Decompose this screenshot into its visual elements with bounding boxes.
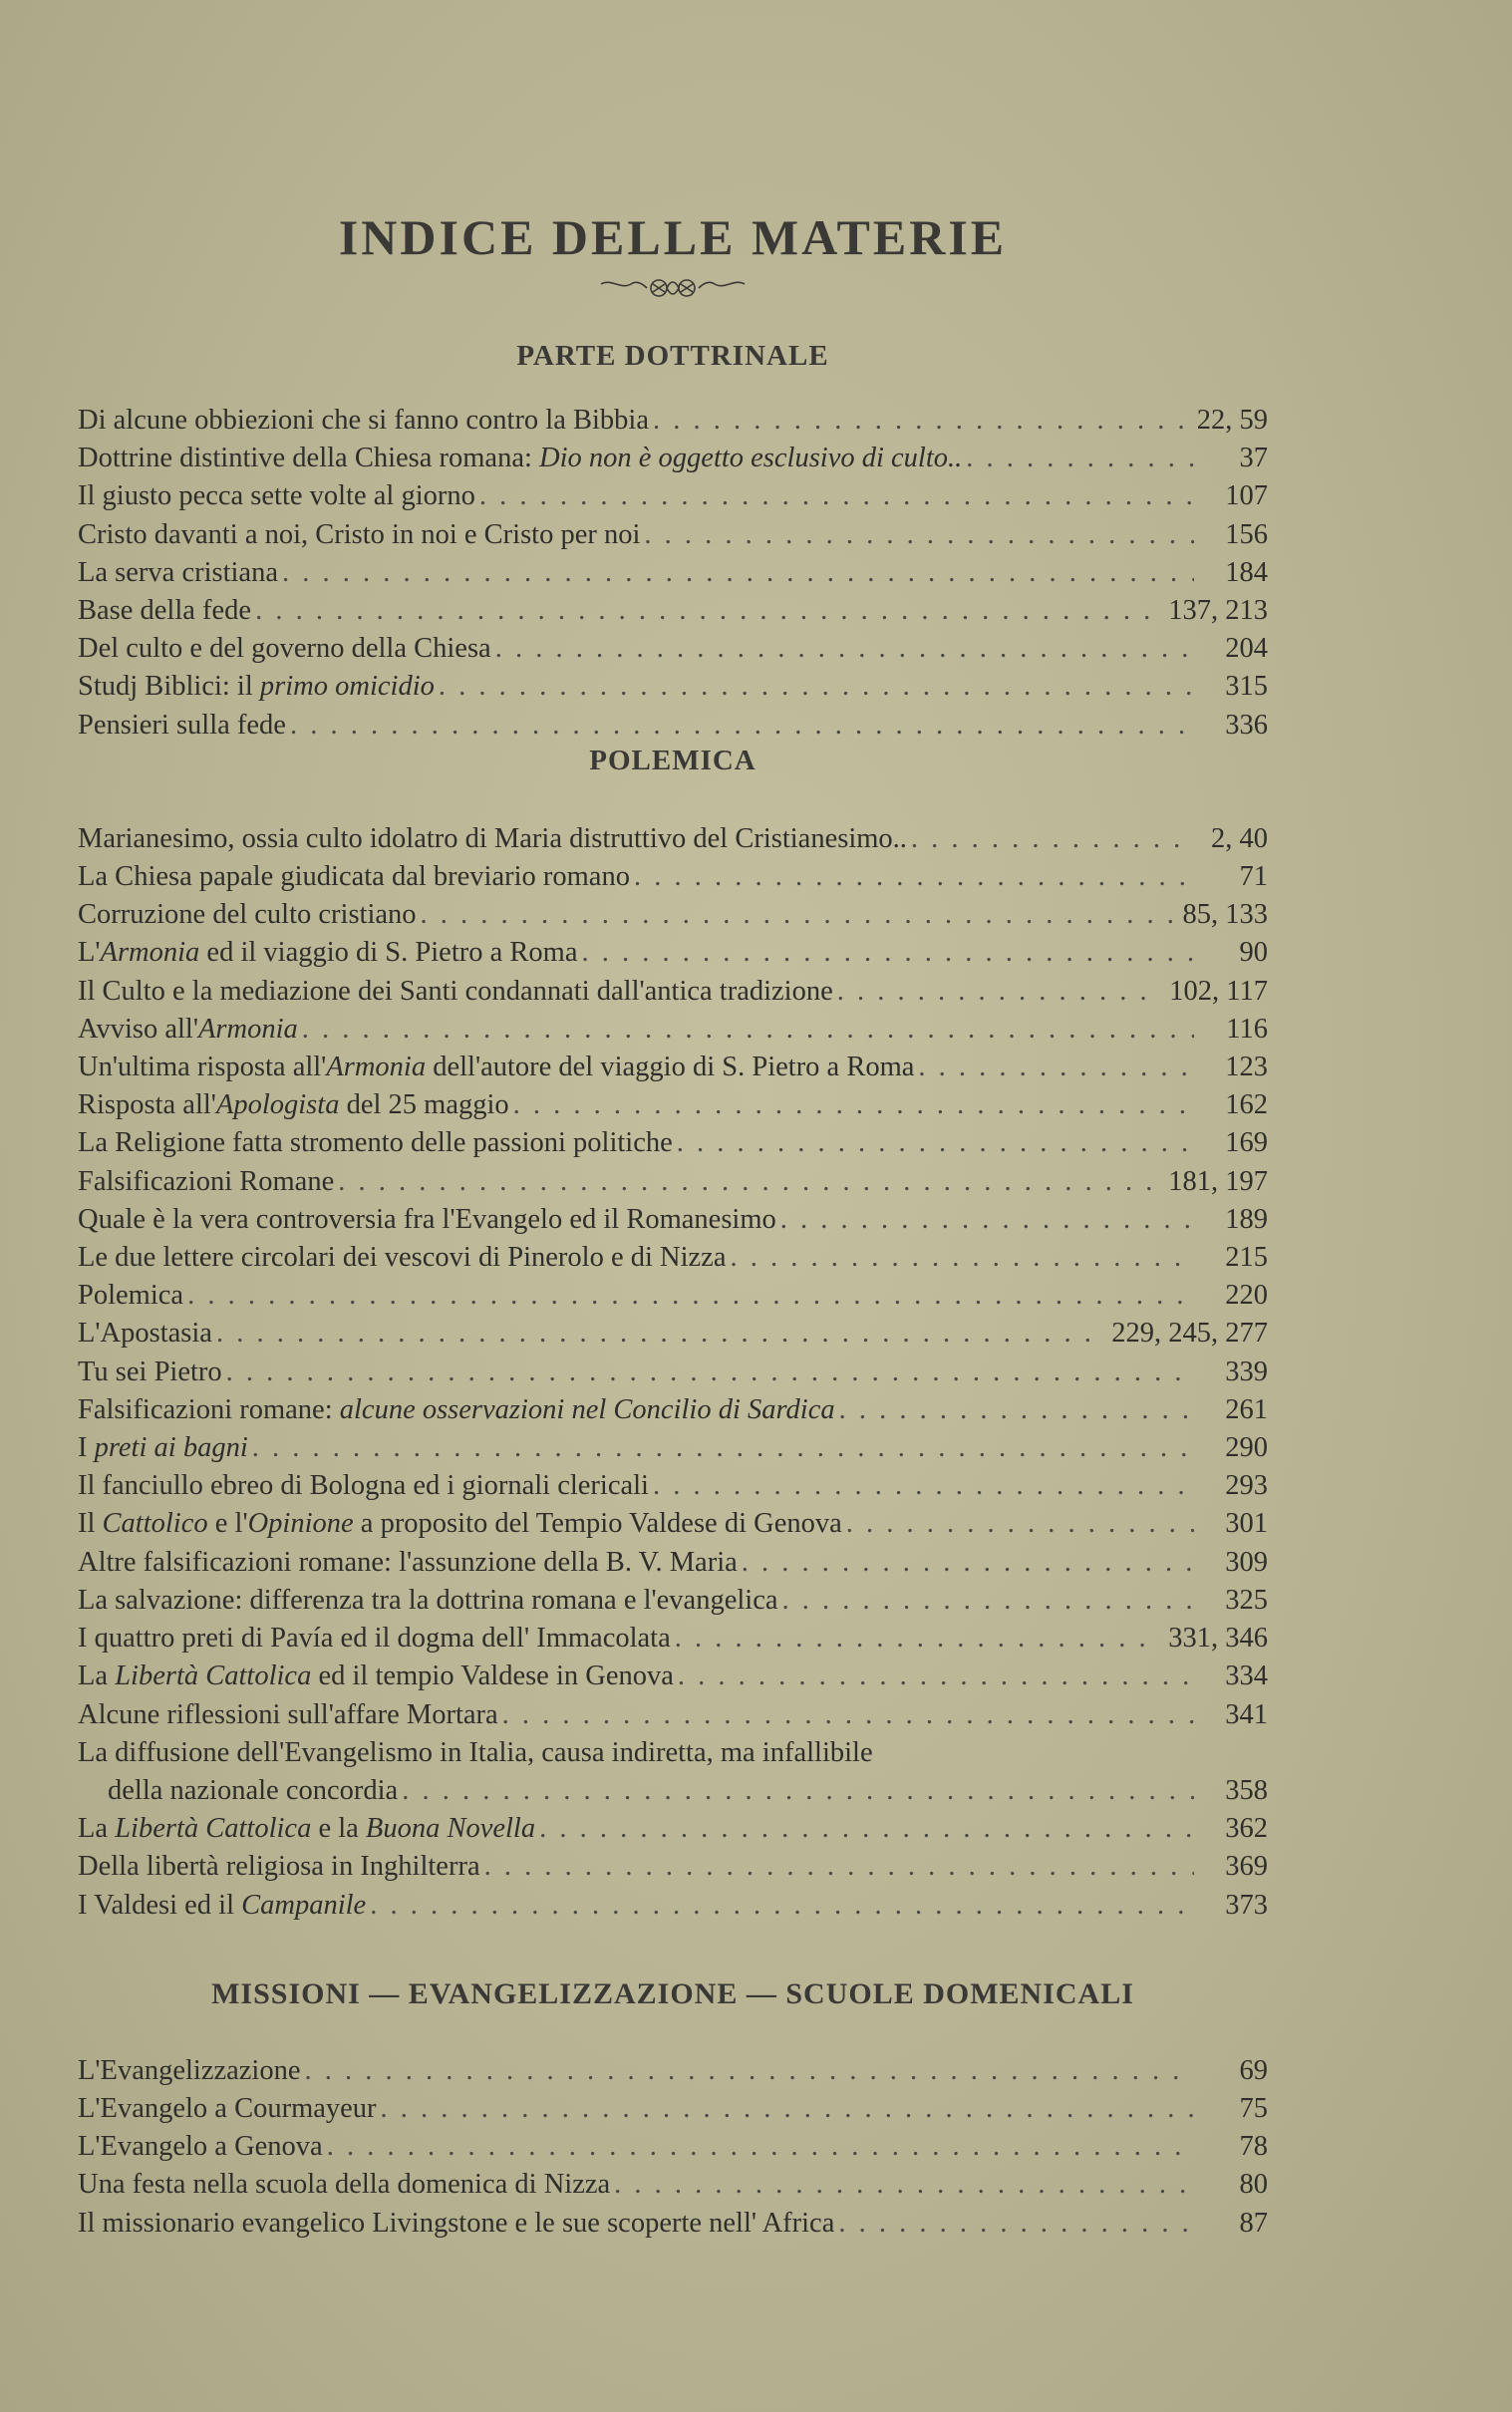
page-number: 315 [1225, 671, 1268, 703]
entry-title [78, 1582, 778, 1620]
dot-leader [251, 592, 1158, 630]
index-entry [78, 1391, 1268, 1429]
entry-title [78, 934, 577, 972]
dot-leader [366, 1887, 1194, 1925]
page-number: 71 [1239, 861, 1268, 893]
dot-leader [577, 934, 1194, 972]
page-number: 102, 117 [1169, 975, 1268, 1007]
dot-leader [298, 1011, 1194, 1049]
entry-title [78, 820, 907, 858]
dot-leader [435, 668, 1194, 706]
dot-leader [248, 1429, 1194, 1467]
entry-title-part: Falsificazioni romane: [78, 1393, 340, 1425]
dot-leader [907, 820, 1194, 858]
index-entry [78, 1620, 1268, 1658]
index-entry [78, 1772, 1268, 1810]
page-number: 293 [1225, 1470, 1268, 1502]
dot-leader [674, 1658, 1194, 1695]
entry-title-part: L'Evangelizzazione [78, 2054, 301, 2086]
dot-leader [212, 1315, 1101, 1353]
dot-leader [183, 1277, 1194, 1315]
page-number: 215 [1225, 1242, 1268, 1274]
page-number: 301 [1225, 1508, 1268, 1540]
index-entry [78, 2052, 1268, 2090]
entry-title-part: del 25 maggio [339, 1089, 509, 1121]
entry-title-part: Pensieri sulla fede [78, 709, 286, 741]
page-number: 78 [1239, 2131, 1268, 2163]
index-entry [78, 1658, 1268, 1695]
index-entry [78, 1354, 1268, 1391]
dot-leader [776, 1201, 1194, 1239]
entry-title [78, 1315, 212, 1353]
page-number: 37 [1239, 443, 1268, 474]
page-number: 331, 346 [1168, 1623, 1268, 1655]
entry-title-part: Il Culto e la mediazione dei Santi condannati dall'antica tradizione [78, 975, 833, 1007]
entry-title-italic: Armonia [197, 1013, 298, 1045]
entry-title-part: Del culto e del governo della Chiesa [78, 633, 491, 665]
dot-leader [222, 1354, 1194, 1391]
index-sections [78, 336, 1268, 2243]
entry-title-part: La [78, 1813, 116, 1845]
entry-title-part: dell'autore del viaggio di S. Pietro a Roma [426, 1052, 915, 1083]
dot-leader [417, 896, 1173, 934]
entry-title [78, 1734, 873, 1772]
index-entry [78, 1734, 1268, 1772]
entry-title [78, 1086, 509, 1124]
page-number: 334 [1225, 1660, 1268, 1692]
dot-leader [334, 1163, 1158, 1201]
dot-leader [778, 1582, 1195, 1620]
index-entry [78, 1049, 1268, 1086]
entry-title [78, 858, 630, 896]
page-number: 325 [1225, 1584, 1268, 1616]
index-entry [78, 1544, 1268, 1582]
dot-leader [842, 1505, 1194, 1543]
entry-title-italic: primo omicidio [259, 671, 435, 703]
index-entry [78, 973, 1268, 1011]
page-number: 75 [1239, 2092, 1268, 2124]
index-entry [78, 1467, 1268, 1505]
entry-title-part: Alcune riflessioni sull'affare Mortara [78, 1698, 498, 1730]
dot-leader [649, 402, 1187, 440]
entry-title-part: Marianesimo, ossia culto idolatro di Maria distruttivo del Cristianesimo.. [78, 822, 907, 854]
index-entry [78, 1810, 1268, 1848]
page-number: 69 [1239, 2054, 1268, 2086]
entry-title-part: Le due lettere circolari dei vescovi di Pinerolo e di Nizza [78, 1242, 727, 1274]
entry-title [78, 2205, 834, 2243]
section-heading: POLEMICA [589, 744, 756, 776]
entry-title [78, 2128, 323, 2166]
index-entry [78, 707, 1268, 745]
entry-title-part: L'Evangelo a Courmayeur [78, 2092, 377, 2124]
index-entry [78, 402, 1268, 440]
entry-title-part: Risposta all' [78, 1089, 216, 1121]
entry-list [78, 2052, 1268, 2243]
page-number: 189 [1225, 1203, 1268, 1235]
dot-leader [914, 1049, 1194, 1086]
entry-title [78, 1277, 183, 1315]
page-title: INDICE DELLE MATERIE [338, 209, 1008, 265]
page-number: 358 [1225, 1774, 1268, 1806]
entry-title [78, 1887, 366, 1925]
dot-leader [535, 1810, 1194, 1848]
entry-title-part: I [78, 1432, 95, 1464]
index-entry [78, 1696, 1268, 1734]
entry-title [78, 592, 251, 630]
entry-title [78, 973, 833, 1011]
entry-title [108, 1772, 398, 1810]
index-entry [78, 1011, 1268, 1049]
index-entry [78, 934, 1268, 972]
page-number: 309 [1225, 1546, 1268, 1578]
entry-list [78, 820, 1268, 1925]
entry-title-italic: preti ai bagni [94, 1432, 248, 1464]
index-entry [78, 858, 1268, 896]
entry-title-part: L' [78, 937, 101, 969]
page-number: 169 [1225, 1127, 1268, 1159]
entry-title [78, 1505, 842, 1543]
entry-title-italic: Libertà Cattolica [115, 1660, 312, 1692]
index-entry [78, 1201, 1268, 1239]
entry-title-part: Il missionario evangelico Livingstone e le sue scoperte nell' Africa [78, 2207, 835, 2239]
dot-leader [480, 1848, 1194, 1886]
index-entry [78, 2166, 1268, 2204]
dot-leader [649, 1467, 1194, 1505]
entry-title [78, 1696, 498, 1734]
index-page [78, 204, 1268, 2243]
entry-title [78, 2090, 377, 2128]
dot-leader [475, 477, 1194, 515]
entry-title-part: Altre falsificazioni romane: l'assunzione della B. V. Maria [78, 1546, 738, 1578]
entry-title-part: Il giusto pecca sette volte al giorno [78, 480, 475, 512]
page-number: 373 [1225, 1889, 1268, 1921]
dot-leader [630, 858, 1194, 896]
entry-title-part: Studj Biblici: il [78, 671, 260, 703]
entry-title-part: Il fanciullo ebreo di Bologna ed i giornali clericali [78, 1470, 649, 1502]
page-number: 290 [1225, 1432, 1268, 1464]
page-number: 22, 59 [1196, 405, 1268, 436]
entry-title-part: La serva cristiana [78, 556, 278, 588]
entry-title [78, 1467, 649, 1505]
page-number: 90 [1239, 937, 1268, 969]
entry-title-part: Dottrine distintive della Chiesa romana: [78, 443, 540, 474]
entry-title-part: Un'ultima risposta all' [78, 1052, 327, 1083]
entry-title-italic: Armonia [100, 937, 200, 969]
entry-title [78, 1848, 480, 1886]
entry-title-part: L'Evangelo a Genova [78, 2131, 323, 2163]
dot-leader [509, 1086, 1194, 1124]
entry-title [78, 1658, 674, 1695]
index-entry [78, 1848, 1268, 1886]
dot-leader [640, 516, 1194, 554]
page-number: 369 [1225, 1851, 1268, 1883]
index-entry [78, 1163, 1268, 1201]
page-number: 220 [1225, 1280, 1268, 1312]
page-number: 123 [1225, 1052, 1268, 1083]
entry-title [78, 440, 962, 477]
entry-title [78, 1124, 673, 1162]
entry-title [78, 1391, 835, 1429]
dot-leader [377, 2090, 1194, 2128]
entry-title-italic: Cattolico [102, 1508, 208, 1540]
entry-title-part: ed il viaggio di S. Pietro a Roma [199, 937, 578, 969]
page-number: 181, 197 [1168, 1165, 1268, 1197]
index-entry [78, 1887, 1268, 1925]
entry-title-part: La diffusione dell'Evangelismo in Italia, causa indiretta, ma infallibile [78, 1736, 873, 1768]
entry-title-part: a proposito del Tempio Valdese di Genova [353, 1508, 842, 1540]
page-number: 229, 245, 277 [1111, 1318, 1268, 1350]
entry-title [78, 707, 286, 745]
page-number: 80 [1239, 2169, 1268, 2201]
entry-title [78, 896, 417, 934]
page-number: 336 [1225, 709, 1268, 741]
entry-title-part: L'Apostasia [78, 1318, 212, 1350]
dot-leader [833, 973, 1160, 1011]
index-entry [78, 440, 1268, 477]
entry-title [78, 1049, 914, 1086]
page-number: 162 [1225, 1089, 1268, 1121]
index-entry [78, 1239, 1268, 1277]
index-entry [78, 668, 1268, 706]
index-entry [78, 1124, 1268, 1162]
index-entry [78, 516, 1268, 554]
entry-title [78, 1201, 776, 1239]
page-number: 341 [1225, 1698, 1268, 1730]
dot-leader [671, 1620, 1159, 1658]
page-number: 2, 40 [1211, 822, 1268, 854]
entry-title-part: La [78, 1660, 116, 1692]
page-number: 362 [1225, 1813, 1268, 1845]
entry-title-italic: Apologista [215, 1089, 340, 1121]
entry-title-part: e l' [207, 1508, 248, 1540]
page-number: 261 [1225, 1393, 1268, 1425]
entry-title-part: Polemica [78, 1280, 184, 1312]
entry-title-part: Tu sei Pietro [78, 1356, 222, 1387]
index-entry [78, 592, 1268, 630]
page-number: 184 [1225, 556, 1268, 588]
dot-leader [673, 1124, 1194, 1162]
entry-title [78, 477, 475, 515]
entry-title-italic: Opinione [247, 1508, 354, 1540]
entry-title [78, 2052, 301, 2090]
dot-leader [610, 2166, 1194, 2204]
dot-leader [278, 554, 1194, 592]
entry-title-part: I Valdesi ed il [78, 1889, 242, 1921]
entry-title-italic: Armonia [326, 1052, 427, 1083]
index-entry [78, 2205, 1268, 2243]
entry-title-part: della nazionale concordia [108, 1774, 399, 1806]
entry-title-italic: Campanile [241, 1889, 367, 1921]
entry-title-part: Della libertà religiosa in Inghilterra [78, 1851, 480, 1883]
entry-title [78, 1011, 298, 1049]
entry-title-part: La salvazione: differenza tra la dottrina romana e l'evangelica [78, 1584, 778, 1616]
dot-leader [286, 707, 1194, 745]
entry-title-part: ed il tempio Valdese in Genova [311, 1660, 674, 1692]
index-entry [78, 896, 1268, 934]
entry-title-part: La Chiesa papale giudicata dal breviario romano [78, 861, 630, 893]
dot-leader [498, 1696, 1194, 1734]
entry-title [78, 1810, 535, 1848]
entry-title [78, 516, 640, 554]
entry-title-part: Il [78, 1508, 103, 1540]
dot-leader [738, 1544, 1194, 1582]
entry-title-part: Quale è la vera controversia fra l'Evangelo ed il Romanesimo [78, 1203, 776, 1235]
dot-leader [323, 2128, 1194, 2166]
index-entry [78, 820, 1268, 858]
entry-title-italic: Dio non è oggetto esclusivo di culto.. [539, 443, 963, 474]
entry-title-part: Avviso all' [78, 1013, 198, 1045]
entry-title [78, 1544, 738, 1582]
index-entry [78, 1582, 1268, 1620]
dot-leader [301, 2052, 1194, 2090]
index-entry [78, 2128, 1268, 2166]
entry-title [78, 1163, 334, 1201]
dot-leader [491, 630, 1194, 668]
page-number: 107 [1225, 480, 1268, 512]
dot-leader [962, 440, 1194, 477]
dot-leader [726, 1239, 1194, 1277]
page-number: 339 [1225, 1356, 1268, 1387]
page-number: 85, 133 [1182, 899, 1268, 931]
entry-title-part: Una festa nella scuola della domenica di Nizza [78, 2169, 611, 2201]
entry-title-italic: Libertà Cattolica [115, 1813, 312, 1845]
dot-leader [398, 1772, 1194, 1810]
entry-title [78, 554, 278, 592]
ornament-icon [593, 274, 753, 302]
entry-title [78, 1354, 222, 1391]
entry-title-part: Di alcune obbiezioni che si fanno contro la Bibbia [78, 405, 649, 436]
entry-title [78, 1429, 248, 1467]
entry-title-part: Falsificazioni Romane [78, 1165, 335, 1197]
entry-title [78, 668, 435, 706]
entry-title-italic: Buona Novella [365, 1813, 536, 1845]
index-entry [78, 1277, 1268, 1315]
entry-title-italic: alcune osservazioni nel Concilio di Sardica [339, 1393, 835, 1425]
entry-title-part: I quattro preti di Pavía ed il dogma dell' Immacolata [78, 1623, 671, 1655]
entry-title-part: e la [311, 1813, 366, 1845]
entry-title-part: La Religione fatta stromento delle passioni politiche [78, 1127, 673, 1159]
entry-title-part: Corruzione del culto cristiano [78, 899, 417, 931]
entry-title-part: Cristo davanti a noi, Cristo in noi e Cristo per noi [78, 518, 641, 550]
entry-list [78, 402, 1268, 745]
index-entry [78, 1086, 1268, 1124]
dot-leader [834, 2205, 1194, 2243]
index-entry [78, 1429, 1268, 1467]
entry-title-part: Base della fede [78, 595, 252, 627]
index-entry [78, 1315, 1268, 1353]
entry-title [78, 630, 491, 668]
section-heading: PARTE DOTTRINALE [516, 340, 829, 372]
page-number: 87 [1239, 2207, 1268, 2239]
page-number: 116 [1226, 1013, 1268, 1045]
index-entry [78, 1505, 1268, 1543]
index-entry [78, 477, 1268, 515]
index-entry [78, 554, 1268, 592]
page-number: 137, 213 [1168, 595, 1268, 627]
dot-leader [835, 1391, 1194, 1429]
entry-title [78, 1239, 726, 1277]
page-number: 156 [1225, 518, 1268, 550]
index-entry [78, 630, 1268, 668]
section-heading: MISSIONI — EVANGELIZZAZIONE — SCUOLE DOMENICALI [211, 1976, 1134, 2010]
page-number: 204 [1225, 633, 1268, 665]
entry-title [78, 402, 649, 440]
entry-title [78, 1620, 671, 1658]
entry-title [78, 2166, 610, 2204]
index-entry [78, 2090, 1268, 2128]
